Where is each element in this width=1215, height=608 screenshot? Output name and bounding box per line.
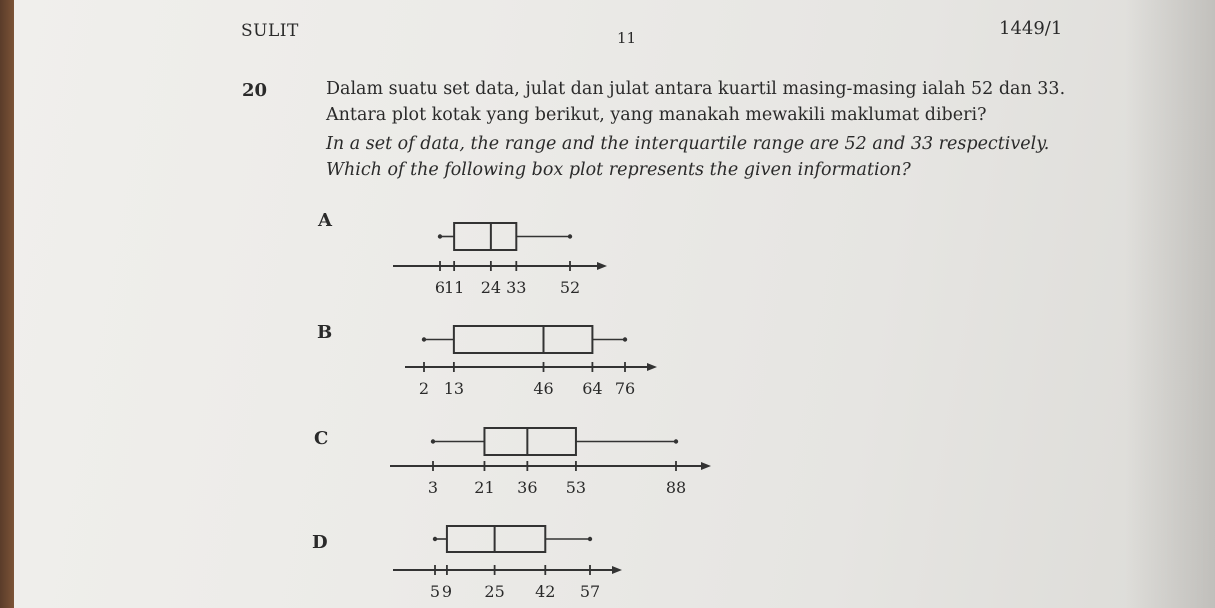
- box-iqr-c: [484, 428, 575, 455]
- tick-label-median-c: 36: [517, 478, 538, 497]
- box-iqr-b: [454, 326, 593, 353]
- whisker-min-dot-a: [438, 234, 442, 238]
- option-label-c: C: [314, 428, 329, 449]
- box-plot-c: [390, 428, 711, 497]
- box-plot-a: [393, 223, 607, 297]
- box-iqr-a: [454, 223, 516, 250]
- question-english-line-1: In a set of data, the range and the interquartile range are 52 and 33 respectively.: [326, 134, 1050, 154]
- header-sulit: SULIT: [241, 21, 299, 41]
- whisker-max-dot-b: [623, 337, 627, 341]
- axis-arrow-c: [701, 462, 711, 470]
- tick-label-median-d: 25: [484, 582, 505, 601]
- box-plot-b: [405, 326, 657, 398]
- tick-label-median-b: 46: [533, 379, 554, 398]
- page-number: 11: [617, 29, 637, 47]
- question-malay-line-1: Dalam suatu set data, julat dan julat antara kuartil masing-masing ialah 52 dan 33.: [326, 79, 1066, 99]
- tick-label-max-d: 57: [579, 582, 601, 601]
- tick-label-q1-c: 21: [474, 478, 495, 497]
- tick-label-q1-b: 13: [443, 379, 465, 398]
- axis-arrow-a: [597, 262, 607, 270]
- whisker-min-dot-d: [433, 537, 437, 541]
- tick-label-q3-a: 33: [506, 278, 527, 297]
- axis-arrow-d: [612, 566, 622, 574]
- tick-label-median-a: 24: [480, 278, 502, 297]
- tick-label-min-b: 2: [418, 379, 430, 398]
- axis-arrow-b: [647, 363, 657, 371]
- whisker-max-dot-a: [568, 234, 572, 238]
- box-plot-d: [393, 526, 622, 601]
- whisker-max-dot-d: [588, 537, 592, 541]
- question-english-line-2: Which of the following box plot represents the given information?: [326, 160, 911, 180]
- whisker-min-dot-b: [422, 337, 426, 341]
- tick-label-max-b: 76: [614, 379, 636, 398]
- tick-label-q3-b: 64: [582, 379, 603, 398]
- tick-label-q3-c: 53: [565, 478, 587, 497]
- tick-label-max-a: 52: [559, 278, 581, 297]
- box-iqr-d: [447, 526, 545, 552]
- tick-label-min-a: 6: [434, 278, 446, 297]
- tick-label-q1-d: 9: [441, 582, 453, 601]
- tick-label-q1-a: 11: [443, 278, 465, 297]
- option-label-d: D: [312, 532, 328, 553]
- tick-label-min-d: 5: [429, 582, 441, 601]
- question-malay-line-2: Antara plot kotak yang berikut, yang manakah mewakili maklumat diberi?: [326, 105, 987, 125]
- option-label-a: A: [318, 210, 332, 231]
- tick-label-q3-d: 42: [535, 582, 556, 601]
- question-number: 20: [242, 80, 268, 101]
- tick-label-max-c: 88: [665, 478, 687, 497]
- paper-code: 1449/1: [999, 18, 1063, 39]
- option-label-b: B: [317, 322, 333, 343]
- tick-label-min-c: 3: [427, 478, 439, 497]
- whisker-min-dot-c: [431, 439, 435, 443]
- whisker-max-dot-c: [674, 439, 678, 443]
